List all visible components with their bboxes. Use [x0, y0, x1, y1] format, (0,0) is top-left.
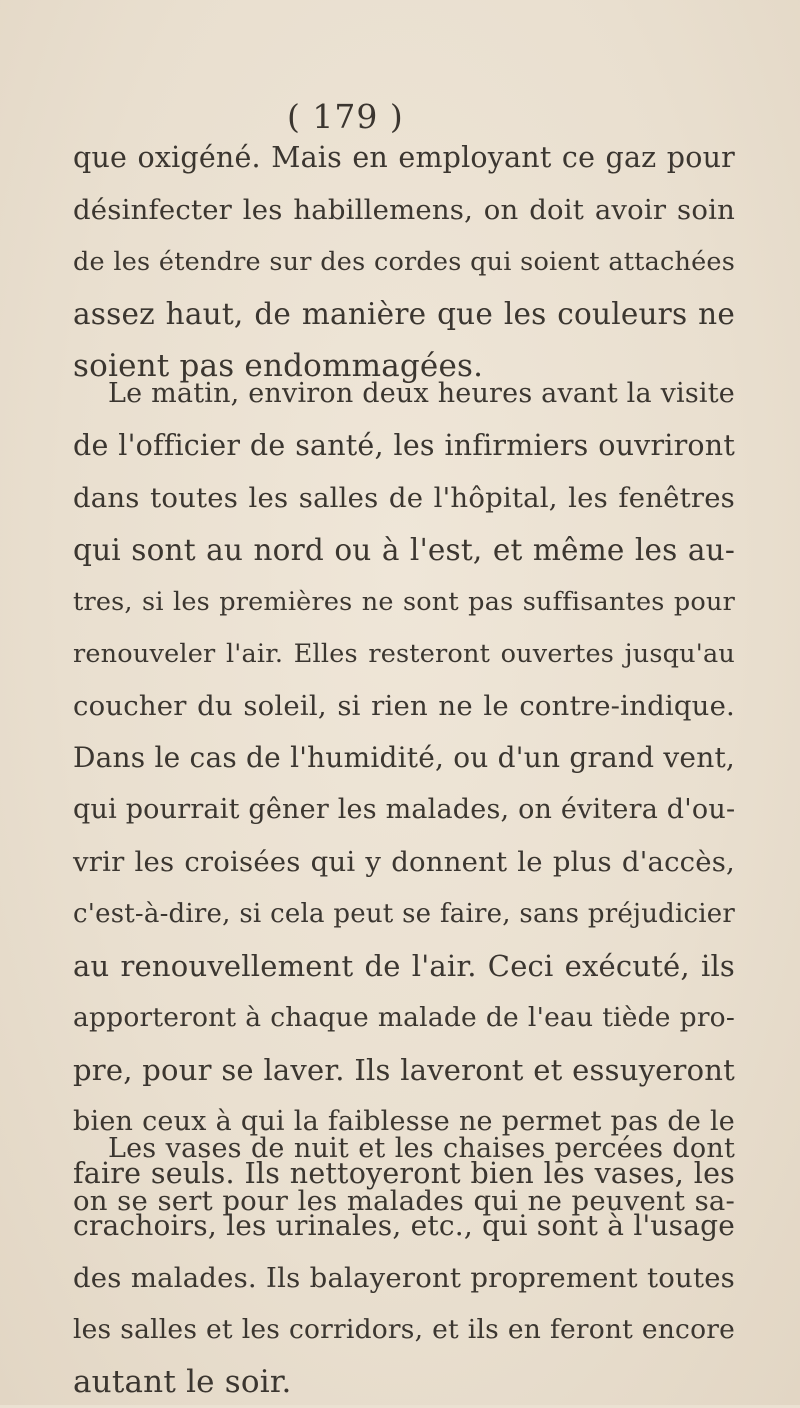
text-line: apporteront à chaque malade de l'eau tiède pro-: [73, 1002, 735, 1033]
text-line: qui pourrait gêner les malades, on évitera d'ou-: [73, 794, 736, 825]
text-line: des malades. Ils balayeront proprement toutes: [73, 1262, 735, 1294]
text-line: vrir les croisées qui y donnent le plus d'accès,: [73, 846, 735, 878]
text-line: de les étendre sur des cordes qui soient attachées: [73, 247, 735, 277]
text-line: on se sert pour les malades qui ne peuvent sa-: [73, 1185, 735, 1217]
text-line: c'est-à-dire, si cela peut se faire, sans préjudicier: [73, 899, 735, 929]
text-line: crachoirs, les urinales, etc., qui sont à l'usage: [73, 1209, 735, 1242]
text-line: bien ceux à qui la faiblesse ne permet pas de le: [73, 1106, 735, 1137]
text-line: faire seuls. Ils nettoyeront bien les vases, les: [73, 1157, 735, 1190]
text-line: que oxigéné. Mais en employant ce gaz pour: [73, 141, 735, 174]
text-line: assez haut, de manière que les couleurs ne: [73, 297, 735, 331]
paragraph-2: [73, 368, 735, 1408]
text-line: soient pas endommagées.: [73, 348, 484, 384]
text-line: au renouvellement de l'air. Ceci exécuté, ils: [73, 949, 735, 983]
text-line: les salles et les corridors, et ils en feront encore: [73, 1314, 735, 1345]
paragraph-1: [73, 132, 735, 392]
text-line: coucher du soleil, si rien ne le contre-indique.: [73, 690, 735, 722]
text-line: tres, si les premières ne sont pas suffisantes pour: [73, 587, 735, 617]
page-number: ( 179 ): [287, 97, 404, 136]
text-line: autant le soir.: [73, 1364, 292, 1400]
text-line: Les vases de nuit et les chaises percées dont: [108, 1133, 735, 1164]
text-line: pre, pour se laver. Ils laveront et essuyeront: [73, 1053, 735, 1087]
text-line: de l'officier de santé, les infirmiers ouvriront: [73, 429, 735, 462]
text-line: dans toutes les salles de l'hôpital, les fenêtres: [73, 482, 735, 514]
text-line: qui sont au nord ou à l'est, et même les au-: [73, 533, 735, 567]
paragraph-3: [73, 1123, 735, 1227]
text-line: Le matin, environ deux heures avant la visite: [108, 378, 735, 409]
text-line: Dans le cas de l'humidité, ou d'un grand vent,: [73, 741, 735, 774]
text-line: désinfecter les habillemens, on doit avoir soin: [73, 194, 735, 226]
text-line: renouveler l'air. Elles resteront ouvertes jusqu'au: [73, 639, 735, 669]
